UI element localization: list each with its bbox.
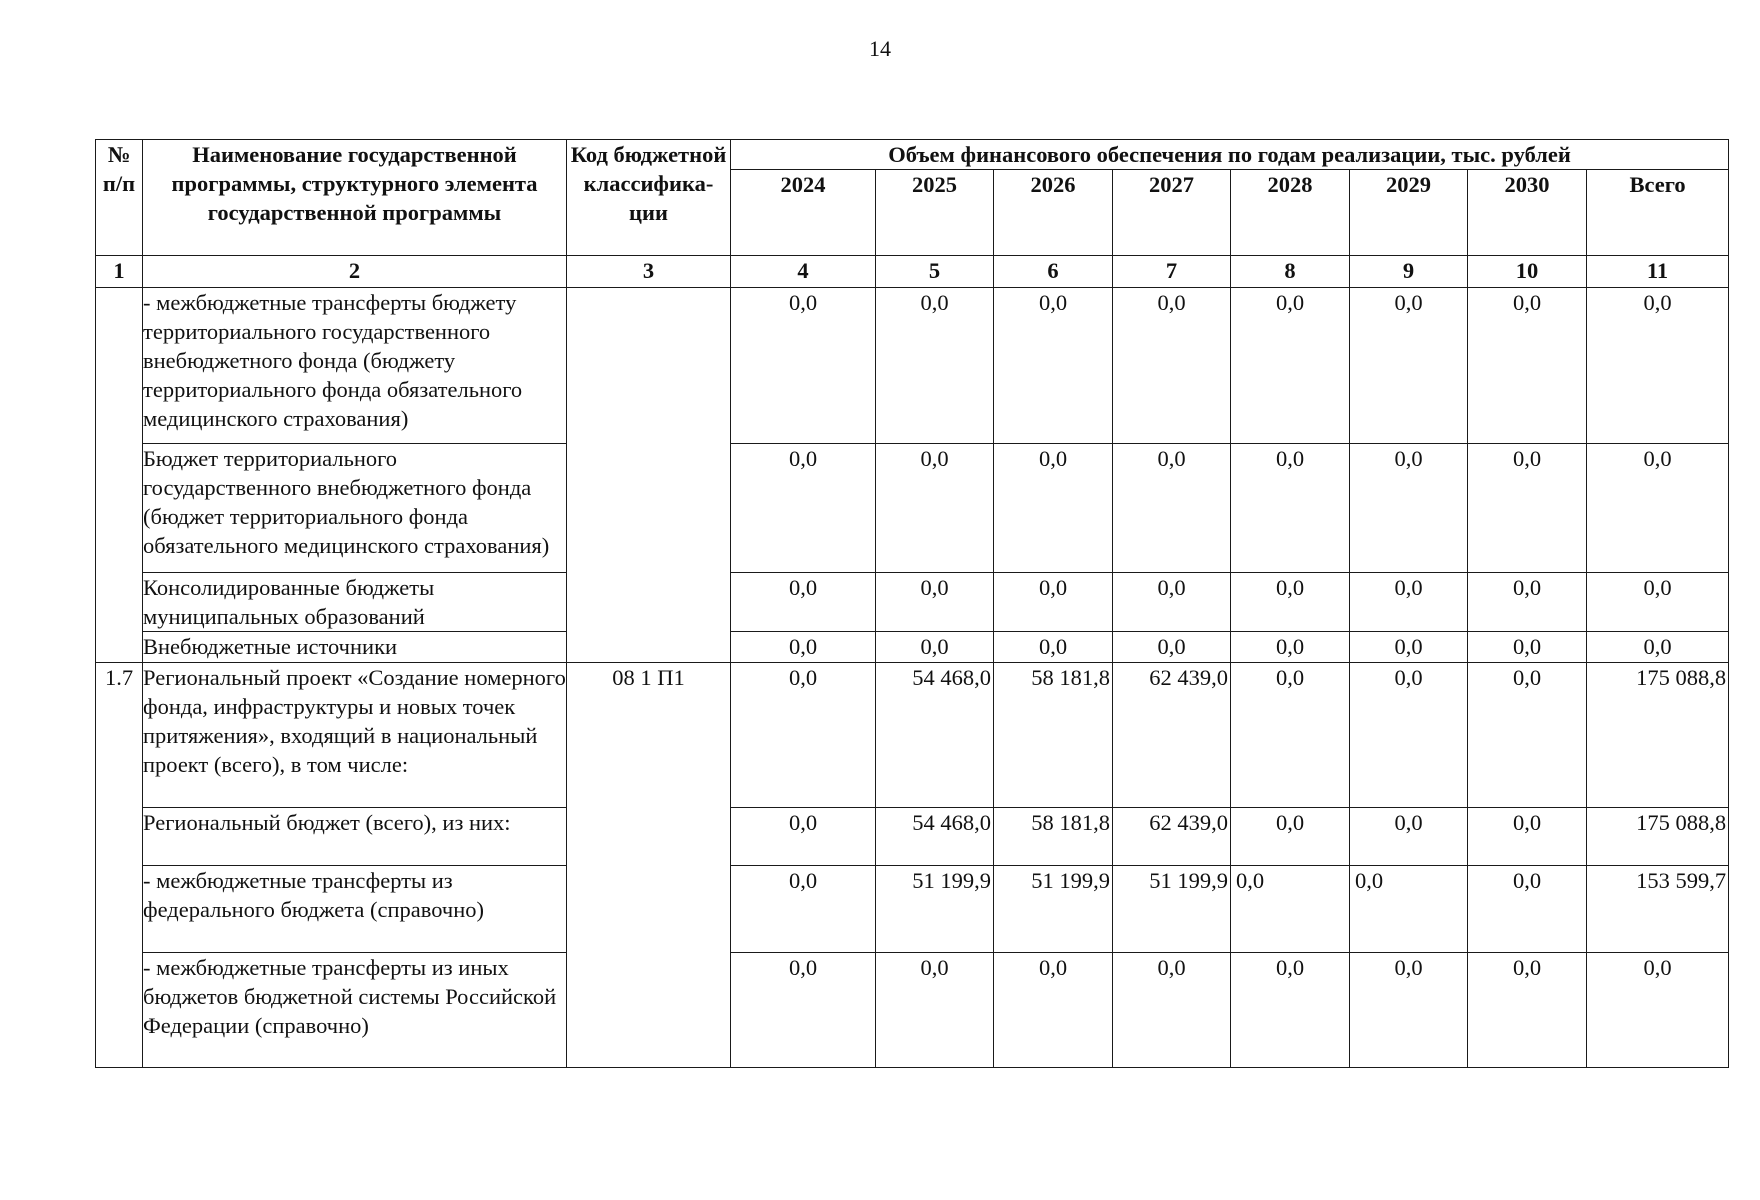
header-year: 2024 xyxy=(731,170,876,256)
value-cell: 0,0 xyxy=(1231,663,1350,808)
value-cell: 175 088,8 xyxy=(1587,808,1729,866)
value-cell: 0,0 xyxy=(1468,632,1587,663)
header-year: 2027 xyxy=(1113,170,1231,256)
header-name: Наименование государственной программы, структурного элемента государственной программы xyxy=(143,140,567,256)
value-cell: 54 468,0 xyxy=(876,663,994,808)
value-cell: 0,0 xyxy=(1113,573,1231,632)
value-cell: 0,0 xyxy=(1231,444,1350,573)
value-cell: 0,0 xyxy=(1587,444,1729,573)
header-year: 2029 xyxy=(1350,170,1468,256)
row-code-cell xyxy=(567,288,731,663)
value-cell: 0,0 xyxy=(876,953,994,1068)
value-cell: 0,0 xyxy=(1587,573,1729,632)
header-year: 2026 xyxy=(994,170,1113,256)
value-cell: 58 181,8 xyxy=(994,808,1113,866)
table-row xyxy=(96,573,1729,632)
table-row xyxy=(96,808,1729,866)
header-year: 2030 xyxy=(1468,170,1587,256)
column-number: 10 xyxy=(1468,256,1587,288)
value-cell: 0,0 xyxy=(1468,573,1587,632)
value-cell: 62 439,0 xyxy=(1113,663,1231,808)
header-total: Всего xyxy=(1587,170,1729,256)
column-number: 5 xyxy=(876,256,994,288)
value-cell: 0,0 xyxy=(731,573,876,632)
row-name: Региональный бюджет (всего), из них: xyxy=(143,808,567,866)
table-row xyxy=(96,866,1729,953)
value-cell: 0,0 xyxy=(876,573,994,632)
value-cell: 51 199,9 xyxy=(1113,866,1231,953)
value-cell: 0,0 xyxy=(1113,288,1231,444)
value-cell: 0,0 xyxy=(1350,663,1468,808)
header-number: № п/п xyxy=(96,140,143,256)
row-name: Консолидированные бюджеты муниципальных образований xyxy=(143,573,567,632)
value-cell: 51 199,9 xyxy=(876,866,994,953)
column-number: 1 xyxy=(96,256,143,288)
row-code: 08 1 П1 xyxy=(567,663,731,1068)
budget-table xyxy=(95,139,1729,1068)
value-cell: 0,0 xyxy=(1350,953,1468,1068)
table-row xyxy=(96,953,1729,1068)
table-row xyxy=(96,444,1729,573)
value-cell: 0,0 xyxy=(731,866,876,953)
value-cell: 0,0 xyxy=(876,444,994,573)
row-name: - межбюджетные трансферты из иных бюджетов бюджетной системы Российской Федерации (справочно) xyxy=(143,953,567,1068)
value-cell: 0,0 xyxy=(731,953,876,1068)
value-cell: 51 199,9 xyxy=(994,866,1113,953)
table-header xyxy=(96,140,1729,256)
table-row xyxy=(96,288,1729,444)
value-cell: 0,0 xyxy=(1231,953,1350,1068)
value-cell: 0,0 xyxy=(1231,866,1350,953)
value-cell: 0,0 xyxy=(1468,444,1587,573)
header-year: 2028 xyxy=(1231,170,1350,256)
value-cell: 0,0 xyxy=(1231,808,1350,866)
value-cell: 0,0 xyxy=(1231,573,1350,632)
value-cell: 0,0 xyxy=(994,953,1113,1068)
value-cell: 0,0 xyxy=(1468,663,1587,808)
table-row xyxy=(96,632,1729,663)
value-cell: 0,0 xyxy=(1587,953,1729,1068)
value-cell: 0,0 xyxy=(731,808,876,866)
value-cell: 0,0 xyxy=(1350,288,1468,444)
value-cell: 0,0 xyxy=(1350,573,1468,632)
value-cell: 0,0 xyxy=(1113,444,1231,573)
value-cell: 0,0 xyxy=(1350,808,1468,866)
value-cell: 175 088,8 xyxy=(1587,663,1729,808)
row-number: 1.7 xyxy=(96,663,143,1068)
value-cell: 0,0 xyxy=(1231,632,1350,663)
header-year: 2025 xyxy=(876,170,994,256)
value-cell: 0,0 xyxy=(1468,808,1587,866)
column-number: 2 xyxy=(143,256,567,288)
column-number: 3 xyxy=(567,256,731,288)
value-cell: 0,0 xyxy=(1350,866,1468,953)
value-cell: 153 599,7 xyxy=(1587,866,1729,953)
column-number: 9 xyxy=(1350,256,1468,288)
header-funding-volume: Объем финансового обеспечения по годам реализации, тыс. рублей xyxy=(731,140,1729,170)
value-cell: 0,0 xyxy=(731,632,876,663)
table-row xyxy=(96,663,1729,808)
row-name: - межбюджетные трансферты бюджету территориального государственного внебюджетного фонда (бюджету территориального фонда обязательного медицинского страхования) xyxy=(143,288,567,444)
value-cell: 0,0 xyxy=(1587,288,1729,444)
value-cell: 0,0 xyxy=(1468,288,1587,444)
row-name: Бюджет территориального государственного внебюджетного фонда (бюджет территориального фонда обязательного медицинского страхования) xyxy=(143,444,567,573)
value-cell: 0,0 xyxy=(1350,444,1468,573)
column-number-row xyxy=(96,256,1729,288)
value-cell: 0,0 xyxy=(876,632,994,663)
value-cell: 0,0 xyxy=(1231,288,1350,444)
value-cell: 0,0 xyxy=(731,288,876,444)
value-cell: 0,0 xyxy=(994,632,1113,663)
value-cell: 0,0 xyxy=(1113,953,1231,1068)
value-cell: 0,0 xyxy=(876,288,994,444)
value-cell: 0,0 xyxy=(1113,632,1231,663)
column-number: 11 xyxy=(1587,256,1729,288)
value-cell: 62 439,0 xyxy=(1113,808,1231,866)
value-cell: 0,0 xyxy=(1587,632,1729,663)
value-cell: 0,0 xyxy=(994,288,1113,444)
value-cell: 0,0 xyxy=(1468,953,1587,1068)
column-number: 7 xyxy=(1113,256,1231,288)
header-code: Код бюджетной классифика-ции xyxy=(567,140,731,256)
value-cell: 0,0 xyxy=(994,444,1113,573)
value-cell: 58 181,8 xyxy=(994,663,1113,808)
row-name: Внебюджетные источники xyxy=(143,632,567,663)
value-cell: 0,0 xyxy=(731,444,876,573)
column-number: 6 xyxy=(994,256,1113,288)
row-name: Региональный проект «Создание номерного фонда, инфраструктуры и новых точек притяжения», входящий в национальный проект (всего), в том числе: xyxy=(143,663,567,808)
page-number: 14 xyxy=(869,36,891,61)
value-cell: 54 468,0 xyxy=(876,808,994,866)
column-number: 4 xyxy=(731,256,876,288)
row-number-cell xyxy=(96,288,143,663)
row-name: - межбюджетные трансферты из федерального бюджета (справочно) xyxy=(143,866,567,953)
value-cell: 0,0 xyxy=(731,663,876,808)
column-number: 8 xyxy=(1231,256,1350,288)
value-cell: 0,0 xyxy=(994,573,1113,632)
value-cell: 0,0 xyxy=(1350,632,1468,663)
value-cell: 0,0 xyxy=(1468,866,1587,953)
